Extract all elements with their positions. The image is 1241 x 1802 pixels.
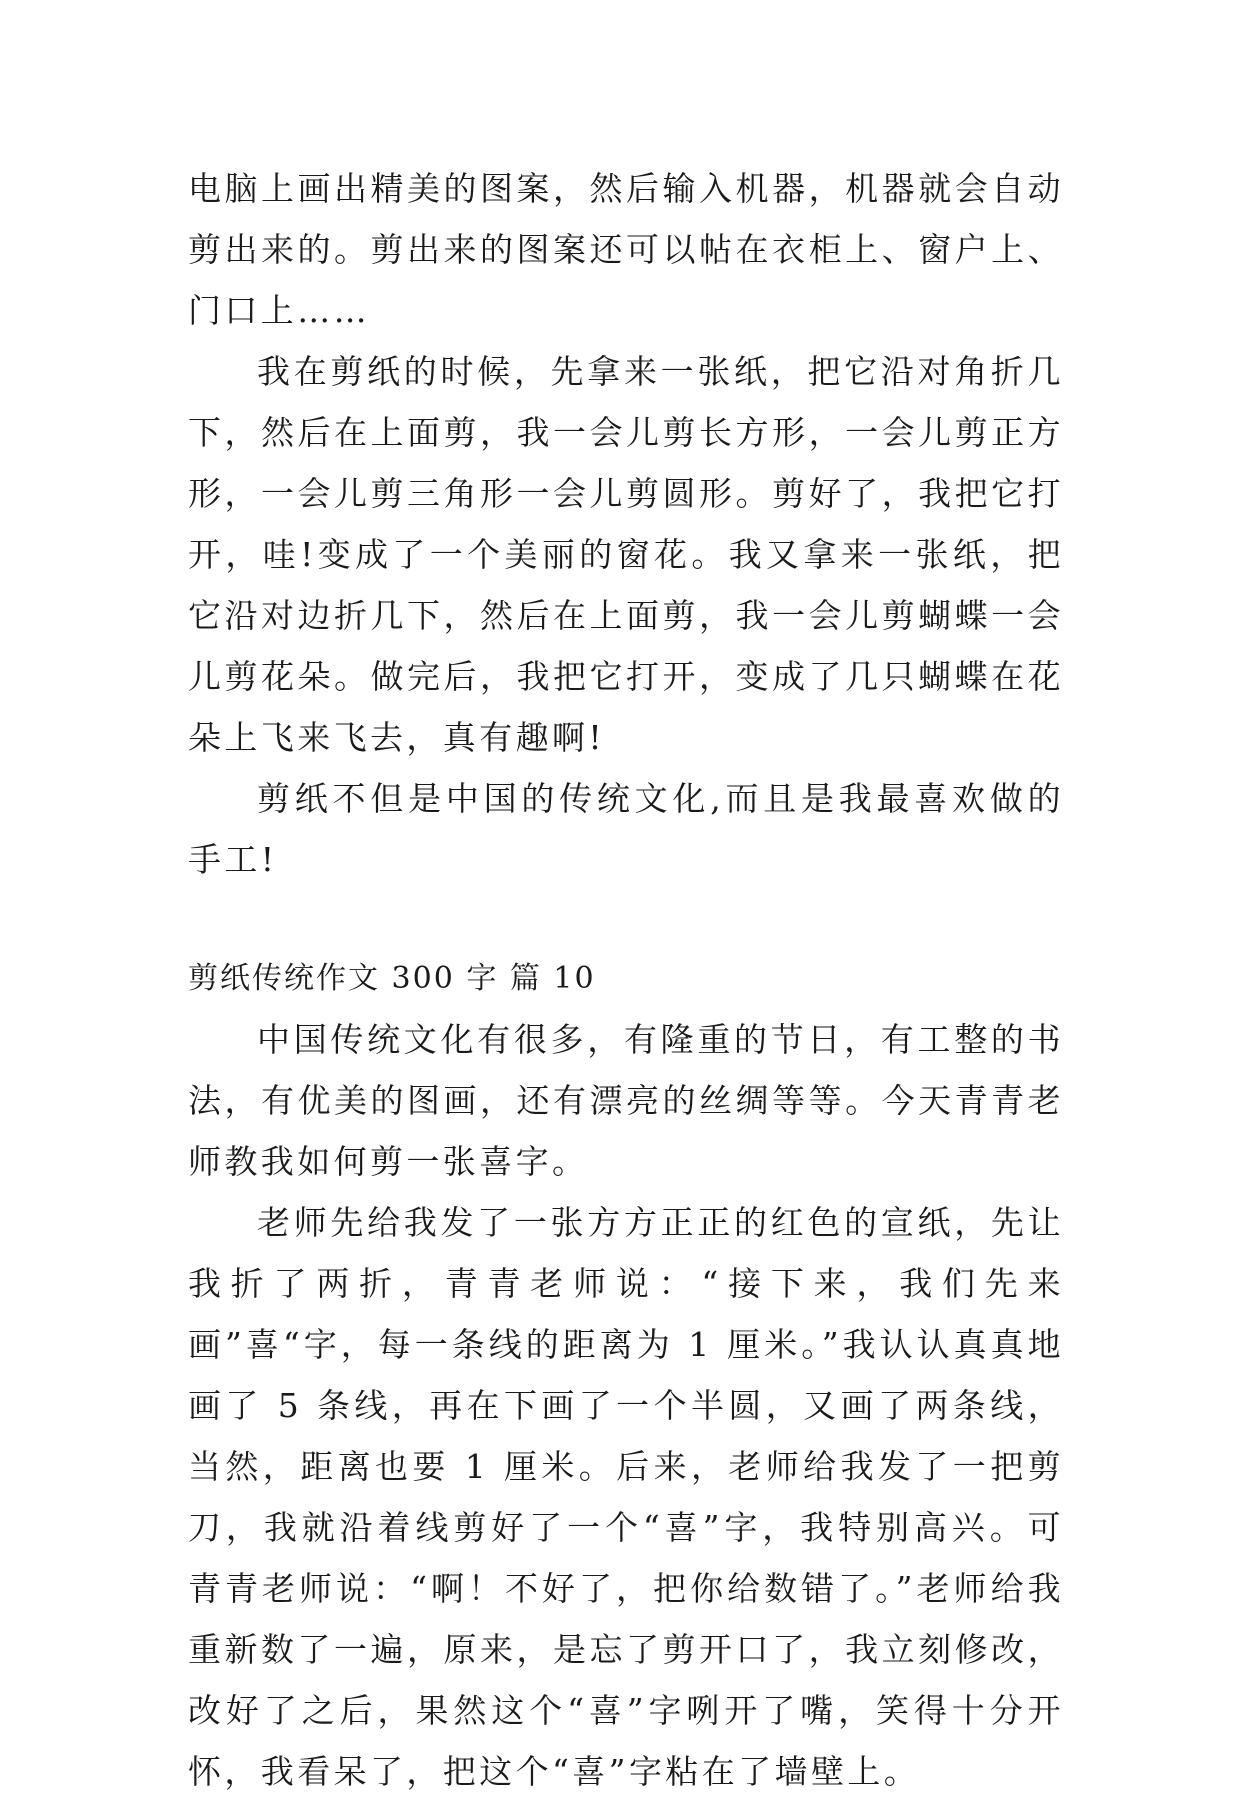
paragraph-cutting-xi-character: 老师先给我发了一张方方正正的红色的宣纸，先让我折了两折，青青老师说：“接下来，我们先来画”喜“字，每一条线的距离为 1 厘米。”我认认真真地画了 5 条线，再在下画了一个半圆，又画了两条线，当然，距离也要 1 厘米。后来，老师给我发了一把剪刀，我就沿着线剪好了一个“喜”字，我特别高兴。可青青老师说：“啊！不好了，把你给数错了。”老师给我重新数了一遍，原来，是忘了剪开口了，我立刻修改，改好了之后，果然这个“喜”字咧开了嘴，笑得十分开怀，我看呆了，把这个“喜”字粘在了墙壁上。 <box>188 1203 1064 1791</box>
document-page <box>188 158 1064 1802</box>
section-spacer <box>188 890 1064 948</box>
paragraph-paper-cutting-process: 我在剪纸的时候，先拿来一张纸，把它沿对角折几下，然后在上面剪，我一会儿剪长方形，一会儿剪正方形，一会儿剪三角形一会儿剪圆形。剪好了，我把它打开，哇!变成了一个美丽的窗花。我又拿来一张纸，把它沿对边折几下，然后在上面剪，我一会儿剪蝴蝶一会儿剪花朵。做完后，我把它打开，变成了几只蝴蝶在花朵上飞来飞去，真有趣啊! <box>188 352 1064 757</box>
paragraph-conclusion: 剪纸不但是中国的传统文化,而且是我最喜欢做的手工! <box>188 779 1064 879</box>
section-heading: 剪纸传统作文 300 字 篇 10 <box>188 961 596 996</box>
paragraph-intro: 中国传统文化有很多，有隆重的节日，有工整的书法，有优美的图画，还有漂亮的丝绸等等。今天青青老师教我如何剪一张喜字。 <box>188 1020 1064 1181</box>
paragraph-continued: 电脑上画出精美的图案，然后输入机器，机器就会自动剪出来的。剪出来的图案还可以帖在衣柜上、窗户上、门口上…… <box>188 169 1064 330</box>
